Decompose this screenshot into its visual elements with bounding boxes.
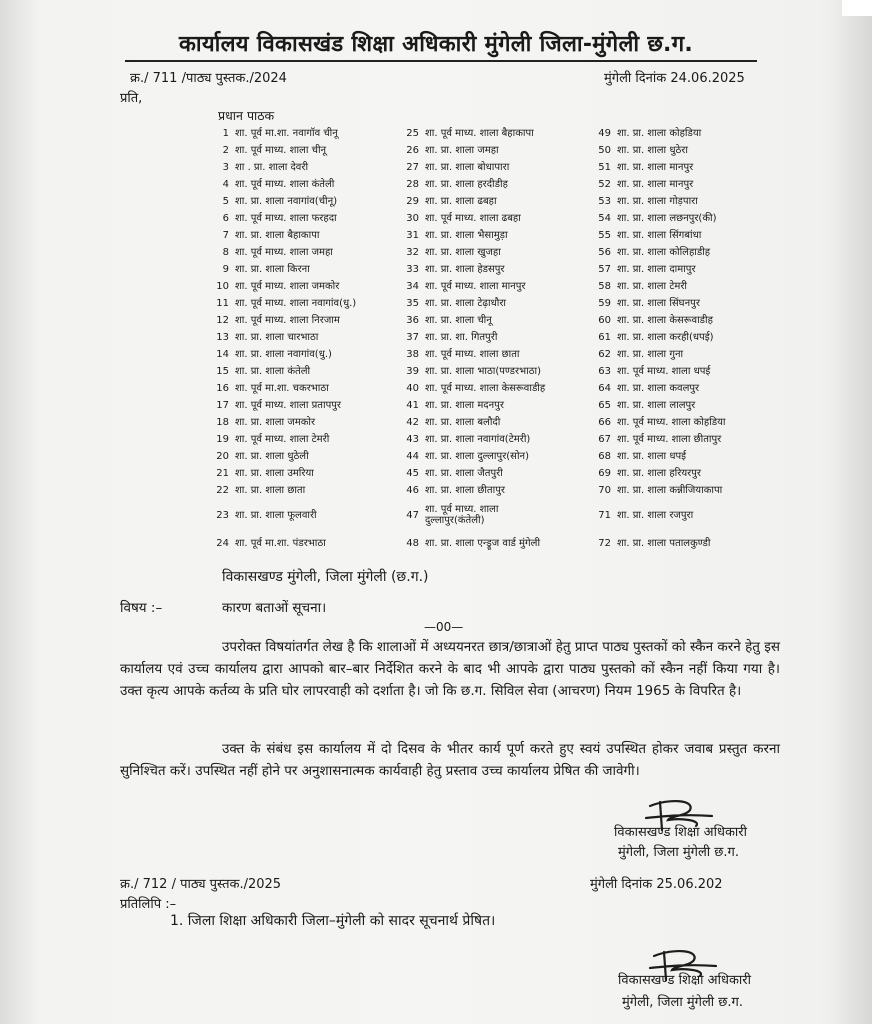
school-number: 14 xyxy=(216,349,229,360)
school-number: 55 xyxy=(598,230,611,241)
school-number: 17 xyxy=(216,400,229,411)
school-number: 21 xyxy=(216,468,229,479)
letter-date: मुंगेली दिनांक 24.06.2025 xyxy=(604,71,745,86)
school-number: 34 xyxy=(406,281,419,292)
school-name: शा. प्रा. शाला नवागांव(टेमरी) xyxy=(425,434,531,445)
school-number: 25 xyxy=(406,128,419,139)
school-name: शा. प्रा. शाला लछनपुर(की) xyxy=(617,213,717,224)
school-number: 8 xyxy=(222,247,229,258)
school-name: शा. पूर्व माध्य. शाला प्रतापपुर xyxy=(235,400,342,411)
school-name: शा. प्रा. शाला जमकोर xyxy=(235,417,316,428)
signatory-location-copy: मुंगेली, जिला मुंगेली छ.ग. xyxy=(622,995,743,1010)
school-number: 58 xyxy=(598,281,611,292)
school-name: शा. पूर्व माध्य. शाला नवागांव(धु.) xyxy=(235,298,357,309)
school-name: शा. प्रा. शाला लालपुर xyxy=(617,400,696,411)
school-name: शा. पूर्व माध्य. शाला जमकोर xyxy=(235,281,340,292)
school-name: शा. प्रा. शाला सिंघनपुर xyxy=(617,298,700,309)
school-name: शा. पूर्व माध्य. शाला छीतापुर xyxy=(617,434,722,445)
school-name: शा. प्रा. शाला रजपुरा xyxy=(617,510,694,521)
school-name: शा. प्रा. शाला गोड़पारा xyxy=(617,196,698,207)
school-name: शा. पूर्व माध्य. शाला केसरूवाडीह xyxy=(425,383,546,394)
school-number: 32 xyxy=(406,247,419,258)
copy-reference-number: क्र./ 712 / पाठ्य पुस्तक./2025 xyxy=(120,877,282,892)
school-name: शा. प्रा. शाला छाता xyxy=(235,485,306,496)
school-name: शा. पूर्व माध्य. शाला मानपुर xyxy=(425,281,526,292)
school-name: शा. पूर्व माध्य. शाला चीनू xyxy=(235,145,327,156)
school-name: शा. प्रा. शाला मानपुर xyxy=(617,162,694,173)
school-number: 44 xyxy=(406,451,419,462)
body-paragraph-1: उपरोक्त विषयांतर्गत लेख है कि शालाओं में अध्ययनरत छात्र/छात्राओं हेतु प्राप्त पाठ्य पुस्तकों को स्कैन करने हेतु इस कार्यालय एवं उच्च कार्यालय द्वारा आपको बार–बार निर्देशित करने के बाद भी आपके द्वारा पाठ्य पुस्तको कों स्कैन नहीं किया गया है। उक्त कृत्य आपके कर्तव्य के प्रति घोर लापरवाही को दर्शाता है। जो कि छ.ग. सिविल सेवा (आचरण) नियम 1965 के विपरित है। xyxy=(120,639,780,699)
school-name: शा. पूर्व माध्य. शाला ढबहा xyxy=(425,213,521,224)
school-number: 4 xyxy=(222,179,229,190)
school-number: 54 xyxy=(598,213,611,224)
school-name: शा. प्रा. शा. गितपुरी xyxy=(425,332,498,343)
school-number: 56 xyxy=(598,247,611,258)
school-number: 69 xyxy=(598,468,611,479)
school-number: 35 xyxy=(406,298,419,309)
school-name: शा. प्रा. शाला टेढ़ाधौरा xyxy=(425,298,507,309)
school-number: 64 xyxy=(598,383,611,394)
school-name: शा. प्रा. शाला पतालकुण्डी xyxy=(617,538,711,549)
school-name: शा. पूर्व माध्य. शाला कंतेली xyxy=(235,179,335,190)
school-name: शा. प्रा. शाला भाठा(पण्डरभाठा) xyxy=(425,366,542,377)
body-paragraph-2: उक्त के संबंध इस कार्यालय में दो दिसव के भीतर कार्य पूर्ण करते हुए स्वयं उपस्थित होकर जवाब प्रस्तुत करना सुनिश्चित करें। उपस्थित नहीं होने पर अनुशासनात्मक कार्यवाही हेतु प्रस्ताव उच्च कार्यालय प्रेषित की जावेगी। xyxy=(120,741,780,779)
school-number: 71 xyxy=(598,510,611,521)
school-name: शा. प्रा. शाला उमरिया xyxy=(235,468,314,479)
school-name: शा. प्रा. शाला केसरूवाडीह xyxy=(617,315,713,326)
school-number: 53 xyxy=(598,196,611,207)
school-name: शा. प्रा. शाला बोधापारा xyxy=(425,162,510,173)
school-number: 24 xyxy=(216,538,229,549)
school-name: शा. पूर्व माध्य. शाला दुल्लापुर(कंतेली) xyxy=(425,504,499,526)
school-number: 9 xyxy=(222,264,229,275)
school-number: 49 xyxy=(598,128,611,139)
school-name: शा. प्रा. शाला कोहडिया xyxy=(617,128,702,139)
school-number: 30 xyxy=(406,213,419,224)
school-number: 48 xyxy=(406,538,419,549)
prati-label: प्रति, xyxy=(120,91,143,106)
school-number: 62 xyxy=(598,349,611,360)
school-number: 68 xyxy=(598,451,611,462)
school-number: 26 xyxy=(406,145,419,156)
signatory-location: मुंगेली, जिला मुंगेली छ.ग. xyxy=(618,845,739,860)
school-name: शा. प्रा. शाला कंतेली xyxy=(235,366,311,377)
school-name: शा. प्रा. शाला कन्नीजियाकापा xyxy=(617,485,723,496)
school-number: 12 xyxy=(216,315,229,326)
school-number: 52 xyxy=(598,179,611,190)
school-name: शा. प्रा. शाला धुठेली xyxy=(235,451,309,462)
school-number: 7 xyxy=(222,230,229,241)
school-name: शा. प्रा. शाला जैतपुरी xyxy=(425,468,503,479)
page-corner xyxy=(842,0,872,16)
school-number: 45 xyxy=(406,468,419,479)
school-number: 42 xyxy=(406,417,419,428)
school-name: शा. प्रा. शाला एन्ड्रूज वार्ड मुंगेली xyxy=(425,538,541,549)
school-number: 28 xyxy=(406,179,419,190)
signatory-designation-copy: विकासखण्ड शिक्षा अधिकारी xyxy=(618,973,751,988)
school-name: शा. प्रा. शाला मदनपुर xyxy=(425,400,504,411)
school-number: 27 xyxy=(406,162,419,173)
school-number: 18 xyxy=(216,417,229,428)
school-number: 29 xyxy=(406,196,419,207)
school-name: शा. प्रा. शाला छीतापुर xyxy=(425,485,505,496)
school-number: 11 xyxy=(216,298,229,309)
copy-date: मुंगेली दिनांक 25.06.202 xyxy=(590,877,723,892)
school-name: शा. प्रा. शाला फूलवारी xyxy=(235,510,317,521)
school-name: शा . प्रा. शाला देवरी xyxy=(235,162,309,173)
school-name: शा. प्रा. शाला चारभाठा xyxy=(235,332,319,343)
school-number: 31 xyxy=(406,230,419,241)
school-number: 38 xyxy=(406,349,419,360)
school-name: शा. प्रा. शाला नवागांव(चीनू) xyxy=(235,196,338,207)
school-name: शा. पूर्व माध्य. शाला छाता xyxy=(425,349,520,360)
school-name: शा. प्रा. शाला हेडसपुर xyxy=(425,264,505,275)
school-name: शा. प्रा. शाला गुना xyxy=(617,349,684,360)
school-number: 65 xyxy=(598,400,611,411)
copy-recipient: 1. जिला शिक्षा अधिकारी जिला–मुंगेली को सादर सूचनार्थ प्रेषित। xyxy=(170,913,496,929)
school-name: शा. प्रा. शाला हरियरपुर xyxy=(617,468,701,479)
signatory-designation: विकासखण्ड शिक्षा अधिकारी xyxy=(614,825,747,840)
school-number: 46 xyxy=(406,485,419,496)
school-number: 22 xyxy=(216,485,229,496)
school-name: शा. प्रा. शाला बलौदी xyxy=(425,417,501,428)
school-name: शा. प्रा. शाला कवलपुर xyxy=(617,383,700,394)
school-name: शा. प्रा. शाला किरना xyxy=(235,264,310,275)
school-name: शा. प्रा. शाला हरदीडीह xyxy=(425,179,508,190)
school-name: शा. प्रा. शाला बैहाकापा xyxy=(235,230,320,241)
school-name: शा. प्रा. शाला खुजहा xyxy=(425,247,501,258)
school-number: 10 xyxy=(216,281,229,292)
school-number: 37 xyxy=(406,332,419,343)
school-number: 66 xyxy=(598,417,611,428)
school-number: 20 xyxy=(216,451,229,462)
school-number: 43 xyxy=(406,434,419,445)
copy-label: प्रतिलिपि :– xyxy=(120,897,177,912)
school-number: 39 xyxy=(406,366,419,377)
school-name: शा. पूर्व माध्य. शाला कोहडिया xyxy=(617,417,726,428)
office-title: कार्यालय विकासखंड शिक्षा अधिकारी मुंगेली जिला-मुंगेली छ.ग. xyxy=(178,32,694,57)
school-number: 33 xyxy=(406,264,419,275)
school-name: शा. प्रा. शाला भैसामुड़ा xyxy=(425,230,508,241)
school-number: 23 xyxy=(216,510,229,521)
school-number: 16 xyxy=(216,383,229,394)
school-number: 6 xyxy=(222,213,229,224)
school-number: 47 xyxy=(406,510,419,521)
school-number: 13 xyxy=(216,332,229,343)
school-number: 59 xyxy=(598,298,611,309)
school-name: शा. पूर्व माध्य. शाला निरजाम xyxy=(235,315,340,326)
school-number: 19 xyxy=(216,434,229,445)
school-name: शा. प्रा. शाला चीनू xyxy=(425,315,492,326)
school-name: शा. पूर्व मा.शा. पंडरभाठा xyxy=(235,538,326,549)
school-number: 40 xyxy=(406,383,419,394)
school-name: शा. पूर्व माध्य. शाला बैहाकापा xyxy=(425,128,534,139)
school-number: 72 xyxy=(598,538,611,549)
school-number: 57 xyxy=(598,264,611,275)
school-number: 60 xyxy=(598,315,611,326)
school-number: 3 xyxy=(222,162,229,173)
school-name: शा. पूर्व माध्य. शाला जमहा xyxy=(235,247,333,258)
school-number: 5 xyxy=(222,196,229,207)
school-name: शा. प्रा. शाला जमहा xyxy=(425,145,499,156)
title-underline xyxy=(125,60,757,62)
school-name: शा. पूर्व माध्य. शाला टेमरी xyxy=(235,434,330,445)
school-name: शा. पूर्व मा.शा. चकरभाठा xyxy=(235,383,329,394)
school-number: 2 xyxy=(222,145,229,156)
school-number: 61 xyxy=(598,332,611,343)
school-number: 1 xyxy=(222,128,229,139)
school-number: 15 xyxy=(216,366,229,377)
school-name: शा. प्रा. शाला दुल्लापुर(सोन) xyxy=(425,451,529,462)
school-name: शा. प्रा. शाला धुठेरा xyxy=(617,145,688,156)
school-name: शा. पूर्व मा.शा. नवागॉव चीनू xyxy=(235,128,338,139)
school-number: 67 xyxy=(598,434,611,445)
school-number: 51 xyxy=(598,162,611,173)
school-name: शा. प्रा. शाला ढबहा xyxy=(425,196,497,207)
subject-label: विषय :– xyxy=(120,600,163,616)
school-name: शा. प्रा. शाला कोलिहाडीह xyxy=(617,247,711,258)
recipient-heading: प्रधान पाठक xyxy=(218,108,275,123)
school-number: 41 xyxy=(406,400,419,411)
reference-number: क्र./ 711 /पाठ्य पुस्तक./2024 xyxy=(130,71,287,86)
school-number: 70 xyxy=(598,485,611,496)
school-number: 50 xyxy=(598,145,611,156)
school-number: 36 xyxy=(406,315,419,326)
block-address: विकासखण्ड मुंगेली, जिला मुंगेली (छ.ग.) xyxy=(222,569,429,585)
section-divider: —00— xyxy=(424,620,464,634)
page-edge-shadow xyxy=(832,0,872,1024)
school-name: शा. प्रा. शाला धपई xyxy=(617,451,687,462)
school-name: शा. प्रा. शाला करही(धपई) xyxy=(617,332,714,343)
school-name: शा. प्रा. शाला सिंगबांधा xyxy=(617,230,702,241)
school-name: शा. पूर्व माध्य. शाला धपई xyxy=(617,366,711,377)
school-name: शा. प्रा. शाला मानपुर xyxy=(617,179,694,190)
school-name: शा. प्रा. शाला दामापुर xyxy=(617,264,696,275)
school-name: शा. प्रा. शाला नवागांव(धु.) xyxy=(235,349,332,360)
school-number: 63 xyxy=(598,366,611,377)
subject-text: कारण बताओं सूचना। xyxy=(222,600,327,616)
school-name: शा. पूर्व माध्य. शाला फरहदा xyxy=(235,213,337,224)
school-name: शा. प्रा. शाला टेमरी xyxy=(617,281,688,292)
